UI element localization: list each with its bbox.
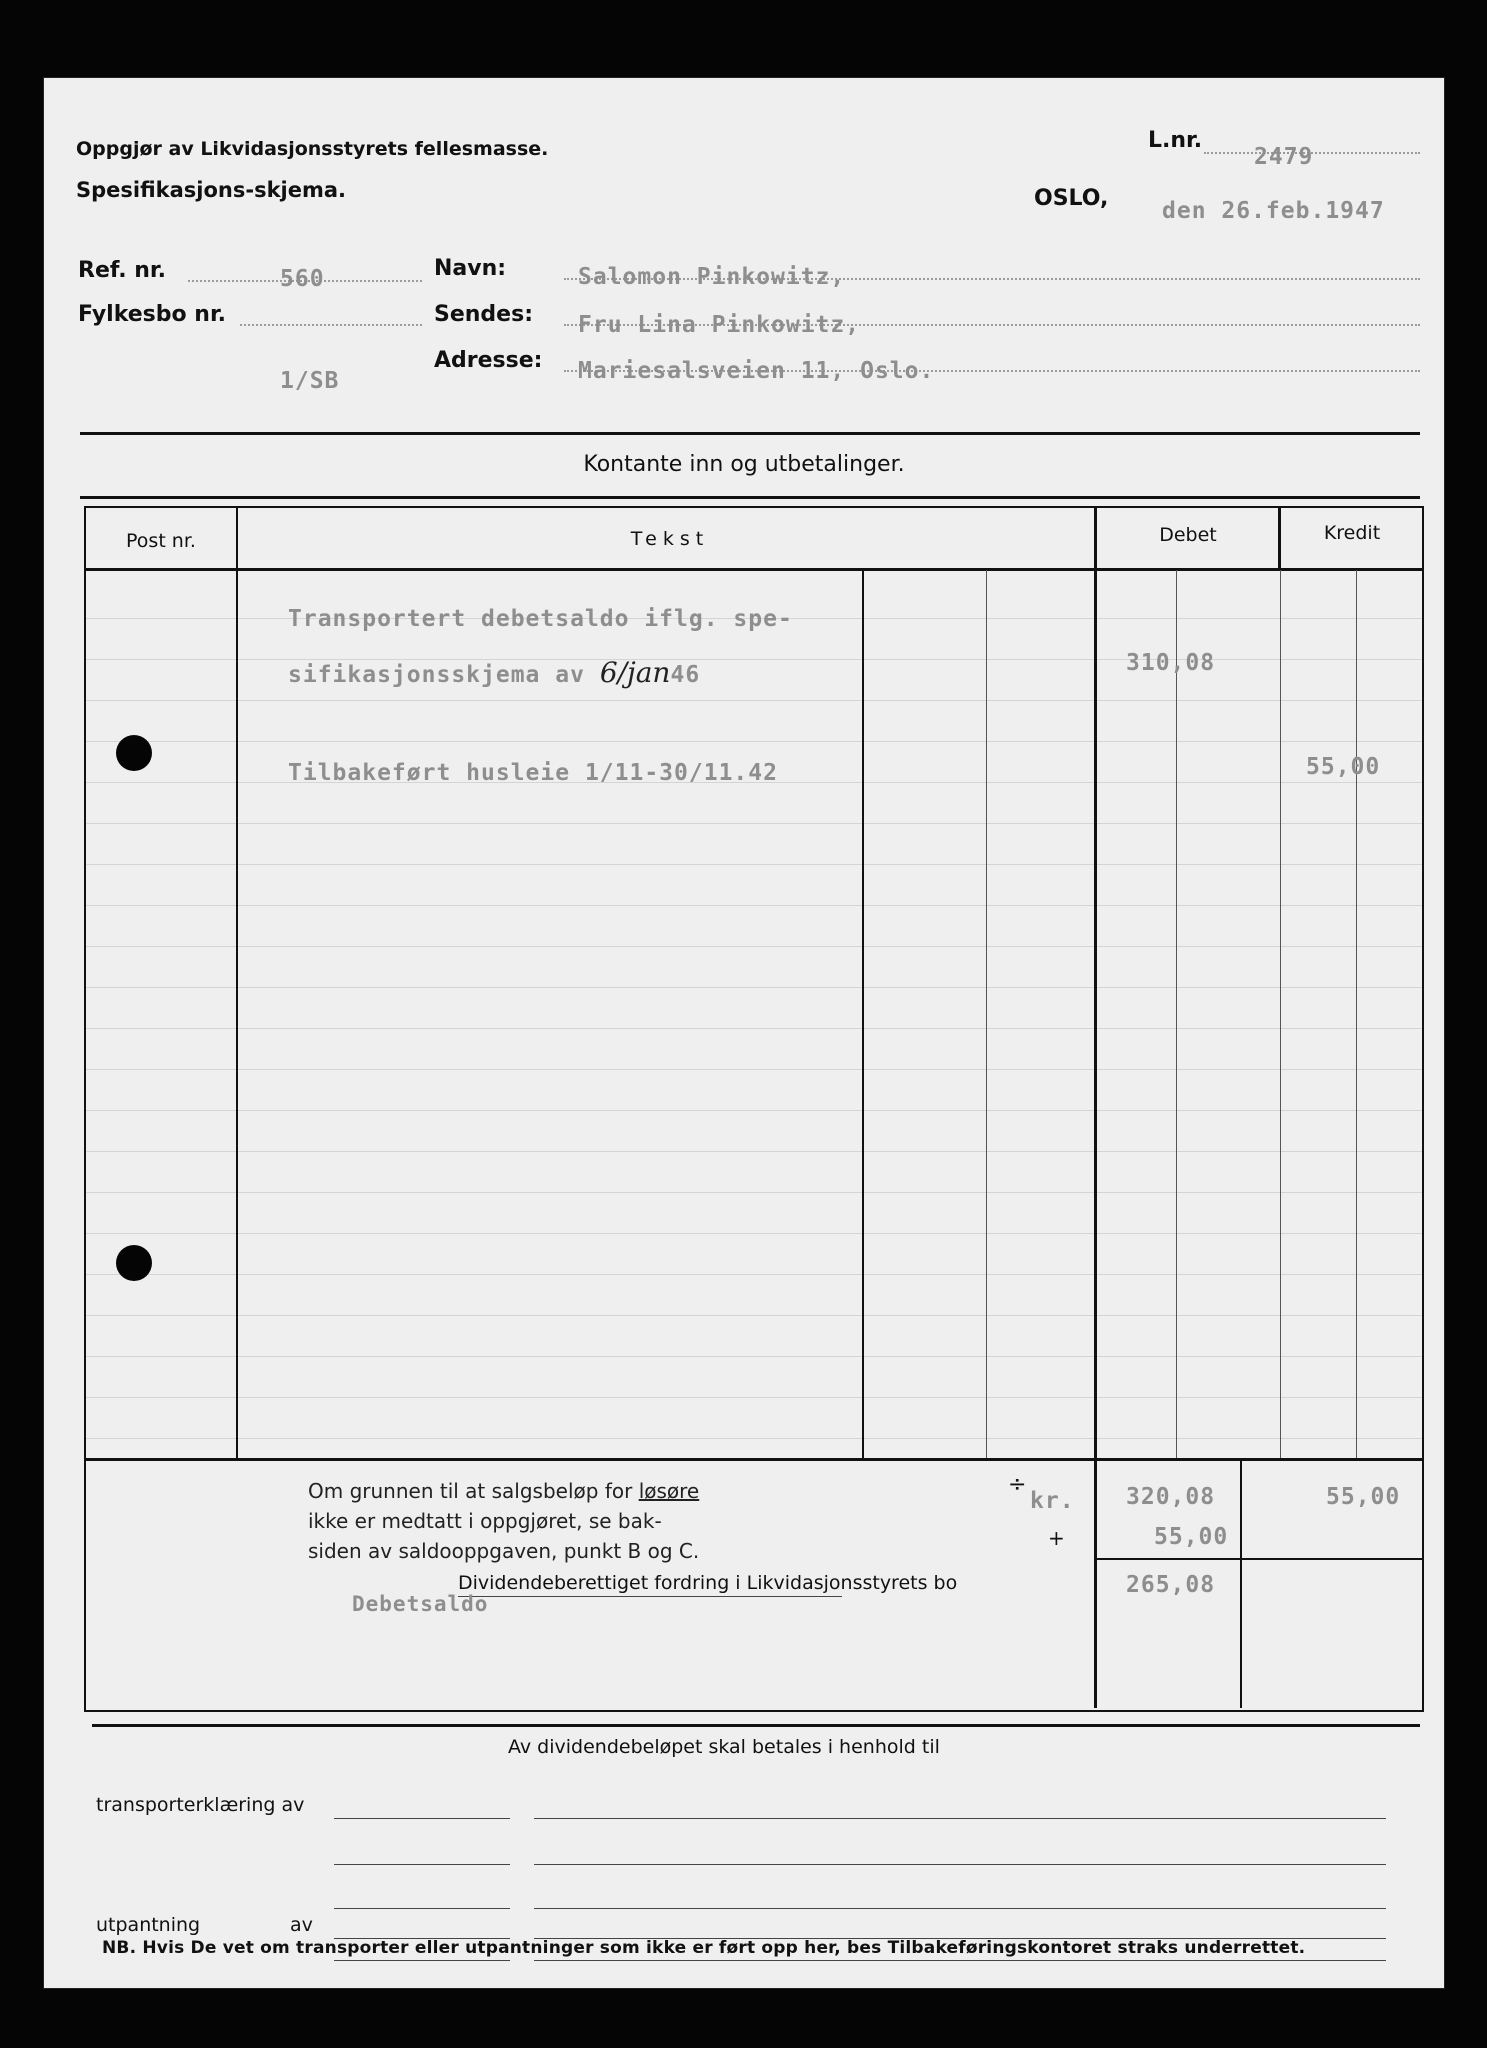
summary-col-line (1240, 1460, 1242, 1708)
header-tekst: Tekst (630, 528, 710, 550)
section-rule-top (80, 432, 1420, 435)
row-2-tekst-label: sifikasjonsskjema av (288, 662, 585, 688)
ruled-line (86, 1438, 1422, 1439)
sendes-label: Sendes: (434, 302, 533, 327)
row-2-debet: 310,08 (1126, 650, 1216, 676)
ruled-line (86, 1315, 1422, 1316)
form-title: Oppgjør av Likvidasjonsstyrets fellesmasse. (76, 138, 549, 160)
header-debet: Debet (1159, 524, 1217, 546)
fylkesbo-value: 1/SB (280, 368, 340, 394)
fylkesbo-dotline (240, 324, 422, 326)
ruled-line (86, 741, 1422, 742)
ruled-line (86, 1356, 1422, 1357)
transport-line-3b (534, 1908, 1386, 1909)
dividend-underline (458, 1596, 842, 1597)
row-3-tekst: Tilbakeført husleie 1/11-30/11.42 (288, 760, 778, 786)
ruled-line (86, 946, 1422, 947)
note-underlined: løsøre (638, 1479, 700, 1503)
summary-rule (86, 1458, 1422, 1461)
col-debet-sub-line (1176, 570, 1177, 1458)
city-label: OSLO, (1034, 186, 1109, 211)
plus-sign: + (1048, 1526, 1065, 1550)
punch-hole-bottom (116, 1245, 152, 1281)
ref-label: Ref. nr. (78, 258, 166, 283)
ruled-line (86, 864, 1422, 865)
lnr-label: L.nr. (1148, 128, 1203, 153)
subtotal-rule (1096, 1558, 1422, 1560)
date-value: den 26.feb.1947 (1162, 198, 1385, 224)
utpantning-av-label: av (290, 1914, 313, 1936)
lnr-value: 2479 (1254, 144, 1314, 170)
ruled-line (86, 1028, 1422, 1029)
header-post: Post nr. (126, 530, 196, 552)
adresse-label: Adresse: (434, 348, 543, 373)
adresse-value: Mariesalsveien 11, Oslo. (578, 358, 935, 384)
col-kredit-head-line (1278, 508, 1281, 568)
minus-sign: ÷ (1008, 1472, 1027, 1497)
nb-note: NB. Hvis De vet om transporter eller utpantninger som ikke er ført opp her, bes Tilbakeføringskontoret straks underrettet. (102, 1938, 1306, 1958)
debet-total: 320,08 (1126, 1484, 1216, 1510)
ref-value: 560 (280, 266, 325, 292)
note-line-2: ikke er medtatt i oppgjøret, se bak- (308, 1509, 662, 1533)
section-title: Kontante inn og utbetalinger. (583, 452, 905, 477)
transporterklaering-label: transporterklæring av (96, 1794, 305, 1816)
sendes-value: Fru Lina Pinkowitz, (578, 312, 861, 338)
col-debet-line (1094, 508, 1097, 1708)
note-line-3: siden av saldooppgaven, punkt B og C. (308, 1539, 700, 1563)
form-sheet (44, 78, 1444, 1988)
ruled-line (86, 1233, 1422, 1234)
kredit-total: 55,00 (1326, 1484, 1401, 1510)
note-line-1: Om grunnen til at salgsbeløp for (308, 1479, 633, 1503)
col-kredit-sub-line (1356, 570, 1357, 1458)
ruled-line (86, 659, 1422, 660)
fylkesbo-label: Fylkesbo nr. (78, 302, 227, 327)
col-tekst-sub-line (986, 570, 987, 1458)
ruled-line (86, 1151, 1422, 1152)
ledger-table (84, 506, 1424, 1712)
col-kredit-line (1280, 570, 1281, 1458)
utpantning-label: utpantning (96, 1914, 201, 1936)
transport-line-2b (534, 1864, 1386, 1865)
col-tekst-right-line (862, 570, 864, 1458)
ruled-line (86, 905, 1422, 906)
debetsaldo-label: Debetsaldo (352, 1592, 489, 1616)
kr-label: kr. (1030, 1488, 1075, 1514)
av-dividende: Av dividendebeløpet skal betales i henhold til (508, 1736, 940, 1758)
transport-line-1a (334, 1818, 510, 1819)
summary-note (308, 1476, 699, 1566)
row-2-tekst-suffix: 46 (670, 662, 701, 688)
footer-rule (92, 1724, 1420, 1727)
row-2-handwritten-date: 6/jan (599, 656, 671, 689)
navn-value: Salomon Pinkowitz, (578, 264, 846, 290)
header-kredit: Kredit (1323, 522, 1381, 544)
ruled-line (86, 1069, 1422, 1070)
transport-line-1b (534, 1818, 1386, 1819)
ruled-line (86, 1274, 1422, 1275)
transport-line-2a (334, 1864, 510, 1865)
ruled-line (86, 1110, 1422, 1111)
row-3-kredit: 55,00 (1306, 754, 1381, 780)
ruled-line (86, 1397, 1422, 1398)
ruled-line (86, 823, 1422, 824)
utpantning-line-2b (534, 1960, 1386, 1961)
debet-result: 265,08 (1126, 1572, 1216, 1598)
navn-label: Navn: (434, 256, 507, 281)
punch-hole-top (116, 735, 152, 771)
row-2-tekst (288, 656, 700, 689)
ruled-line (86, 987, 1422, 988)
section-rule-bottom (80, 496, 1420, 499)
transport-line-3a (334, 1908, 510, 1909)
header-rule (86, 568, 1422, 571)
form-subtitle: Spesifikasjons-skjema. (76, 178, 347, 202)
utpantning-line-2a (334, 1960, 510, 1961)
row-1-tekst: Transportert debetsaldo iflg. spe- (288, 606, 793, 632)
dividend-label: Dividendeberettiget fordring i Likvidasjonsstyrets bo (458, 1572, 958, 1594)
col-post-line (236, 508, 238, 1458)
ruled-line (86, 700, 1422, 701)
debet-sub: 55,00 (1154, 1524, 1229, 1550)
ruled-line (86, 1192, 1422, 1193)
